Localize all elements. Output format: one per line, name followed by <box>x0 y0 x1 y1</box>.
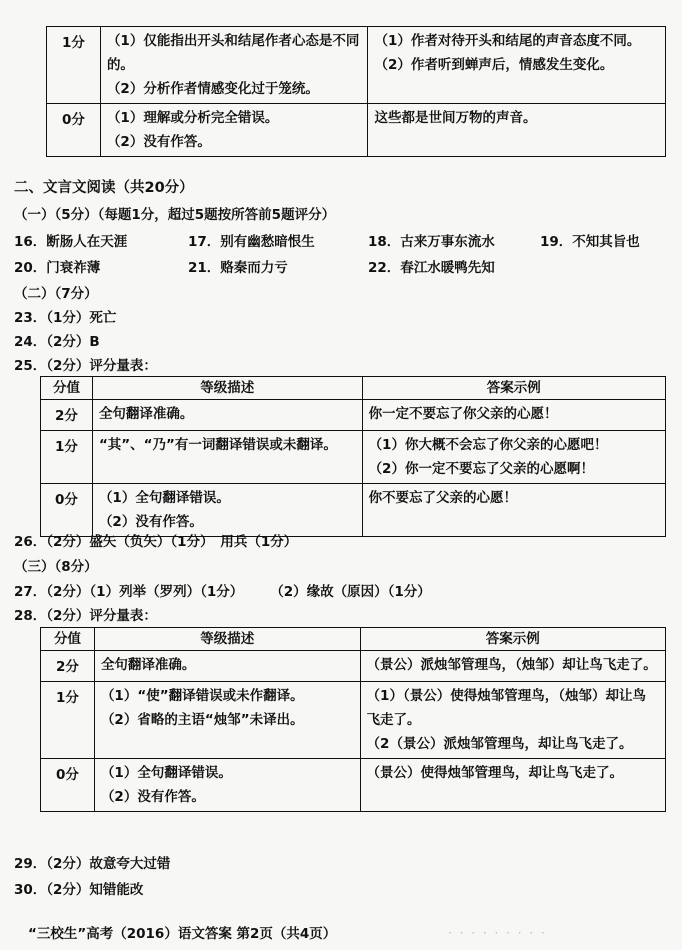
desc-line: （2）没有作答。 <box>106 134 211 150</box>
score-cell: 2分 <box>41 400 93 431</box>
answer-29: 29．（2分）故意夸大过错 <box>14 856 171 872</box>
section-title: 二、文言文阅读（共20分） <box>14 180 194 196</box>
table-row <box>41 759 666 812</box>
answer-18: 18．古来万事东流水 <box>368 234 495 250</box>
answer-23: 23．（1分）死亡 <box>14 310 117 326</box>
example-line: （2（景公）派烛邹管理鸟，却让鸟飞走了。 <box>366 736 633 752</box>
table-row <box>41 484 666 537</box>
example-line: （1）你大概不会忘了你父亲的心愿吧！ <box>368 437 608 453</box>
level-desc-cell <box>92 400 362 431</box>
table-row <box>41 682 666 759</box>
desc-line: （1）全句翻译错误。 <box>100 765 232 781</box>
desc-line: （1）“使”翻译错误或未作翻译。 <box>100 688 304 704</box>
score-cell: 1分 <box>47 27 101 104</box>
desc-line: （1）全句翻译错误。 <box>98 490 230 506</box>
header-level: 等级描述 <box>92 377 362 400</box>
page-footer: “三校生”高考（2016）语文答案 第2页（共4页） <box>28 926 337 942</box>
answer-17: 17．别有幽愁暗恨生 <box>188 234 315 250</box>
example-cell <box>360 759 665 812</box>
table-row <box>47 27 666 104</box>
rubric-table-3 <box>40 627 666 812</box>
rubric-table-2 <box>40 376 666 537</box>
score-cell: 1分 <box>41 431 93 484</box>
score-cell: 0分 <box>41 484 93 537</box>
example-cell <box>362 400 665 431</box>
answer-16: 16．断肠人在天涯 <box>14 234 128 250</box>
level-desc-cell <box>92 431 362 484</box>
example-line: 这些都是世间万物的声音。 <box>374 110 537 126</box>
desc-line: “其”、“乃”有一词翻译错误或未翻译。 <box>98 437 337 453</box>
example-cell <box>362 484 665 537</box>
desc-line: 全句翻译准确。 <box>98 406 194 422</box>
example-line: （2）你一定不要忘了父亲的心愿啊！ <box>368 461 594 477</box>
level-desc-cell <box>94 651 360 682</box>
answer-21: 21．赂秦而力亏 <box>188 260 288 276</box>
table-row <box>47 104 666 157</box>
rubric-table-1 <box>46 26 666 157</box>
example-line: （景公）派烛邹管理鸟，（烛邹）却让鸟飞走了。 <box>366 657 657 673</box>
score-cell: 0分 <box>47 104 101 157</box>
table-header-row <box>41 628 666 651</box>
example-cell <box>360 651 665 682</box>
header-score: 分值 <box>41 628 95 651</box>
desc-line: （2）没有作答。 <box>98 514 203 530</box>
example-line: 你不要忘了父亲的心愿！ <box>368 490 518 506</box>
example-line: （1）（景公）使得烛邹管理鸟，（烛邹）却让鸟飞走了。 <box>366 688 646 728</box>
level-desc-cell <box>100 27 368 104</box>
level-desc-cell <box>100 104 368 157</box>
answer-26: 26．（2分）盛矢（负矢）（1分） 用兵（1分） <box>14 534 298 550</box>
level-desc-cell <box>94 682 360 759</box>
header-example: 答案示例 <box>362 377 665 400</box>
example-line: 你一定不要忘了你父亲的心愿！ <box>368 406 558 422</box>
desc-line: （2）分析作者情感变化过于笼统。 <box>106 81 319 97</box>
answer-25: 25．（2分）评分量表： <box>14 358 157 374</box>
score-cell: 1分 <box>41 682 95 759</box>
example-cell <box>368 27 666 104</box>
desc-line: （2）省略的主语“烛邹”未译出。 <box>100 712 304 728</box>
answer-20: 20．门衰祚薄 <box>14 260 101 276</box>
desc-line: （2）没有作答。 <box>100 789 205 805</box>
score-cell: 0分 <box>41 759 95 812</box>
answer-30: 30．（2分）知错能改 <box>14 882 144 898</box>
score-cell: 2分 <box>41 651 95 682</box>
table-row <box>41 400 666 431</box>
part-title: （三）（8分） <box>14 559 98 575</box>
desc-line: （1）理解或分析完全错误。 <box>106 110 279 126</box>
part-title: （一）（5分）（每题1分，超过5题按所答前5题评分） <box>14 207 336 223</box>
table-header-row <box>41 377 666 400</box>
desc-line: （1）仅能指出开头和结尾作者心态是不同的。 <box>106 33 360 73</box>
answer-28: 28．（2分）评分量表： <box>14 608 157 624</box>
part-title: （二）（7分） <box>14 286 98 302</box>
answer-27: 27．（2分）（1）列举（罗列）（1分） （2）缘故（原因）（1分） <box>14 584 431 600</box>
answer-22: 22．春江水暖鸭先知 <box>368 260 495 276</box>
example-cell <box>368 104 666 157</box>
level-desc-cell <box>92 484 362 537</box>
table-row <box>41 431 666 484</box>
example-line: （景公）使得烛邹管理鸟，却让鸟飞走了。 <box>366 765 624 781</box>
answer-24: 24．（2分）B <box>14 334 100 350</box>
table-row <box>41 651 666 682</box>
header-score: 分值 <box>41 377 93 400</box>
example-line: （1）作者对待开头和结尾的声音态度不同。 <box>374 33 641 49</box>
watermark: · · · · · · · · · <box>448 926 547 940</box>
level-desc-cell <box>94 759 360 812</box>
example-cell <box>360 682 665 759</box>
example-line: （2）作者听到蝉声后，情感发生变化。 <box>374 57 614 73</box>
header-example: 答案示例 <box>360 628 665 651</box>
header-level: 等级描述 <box>94 628 360 651</box>
answer-19: 19．不知其旨也 <box>540 234 640 250</box>
example-cell <box>362 431 665 484</box>
desc-line: 全句翻译准确。 <box>100 657 196 673</box>
